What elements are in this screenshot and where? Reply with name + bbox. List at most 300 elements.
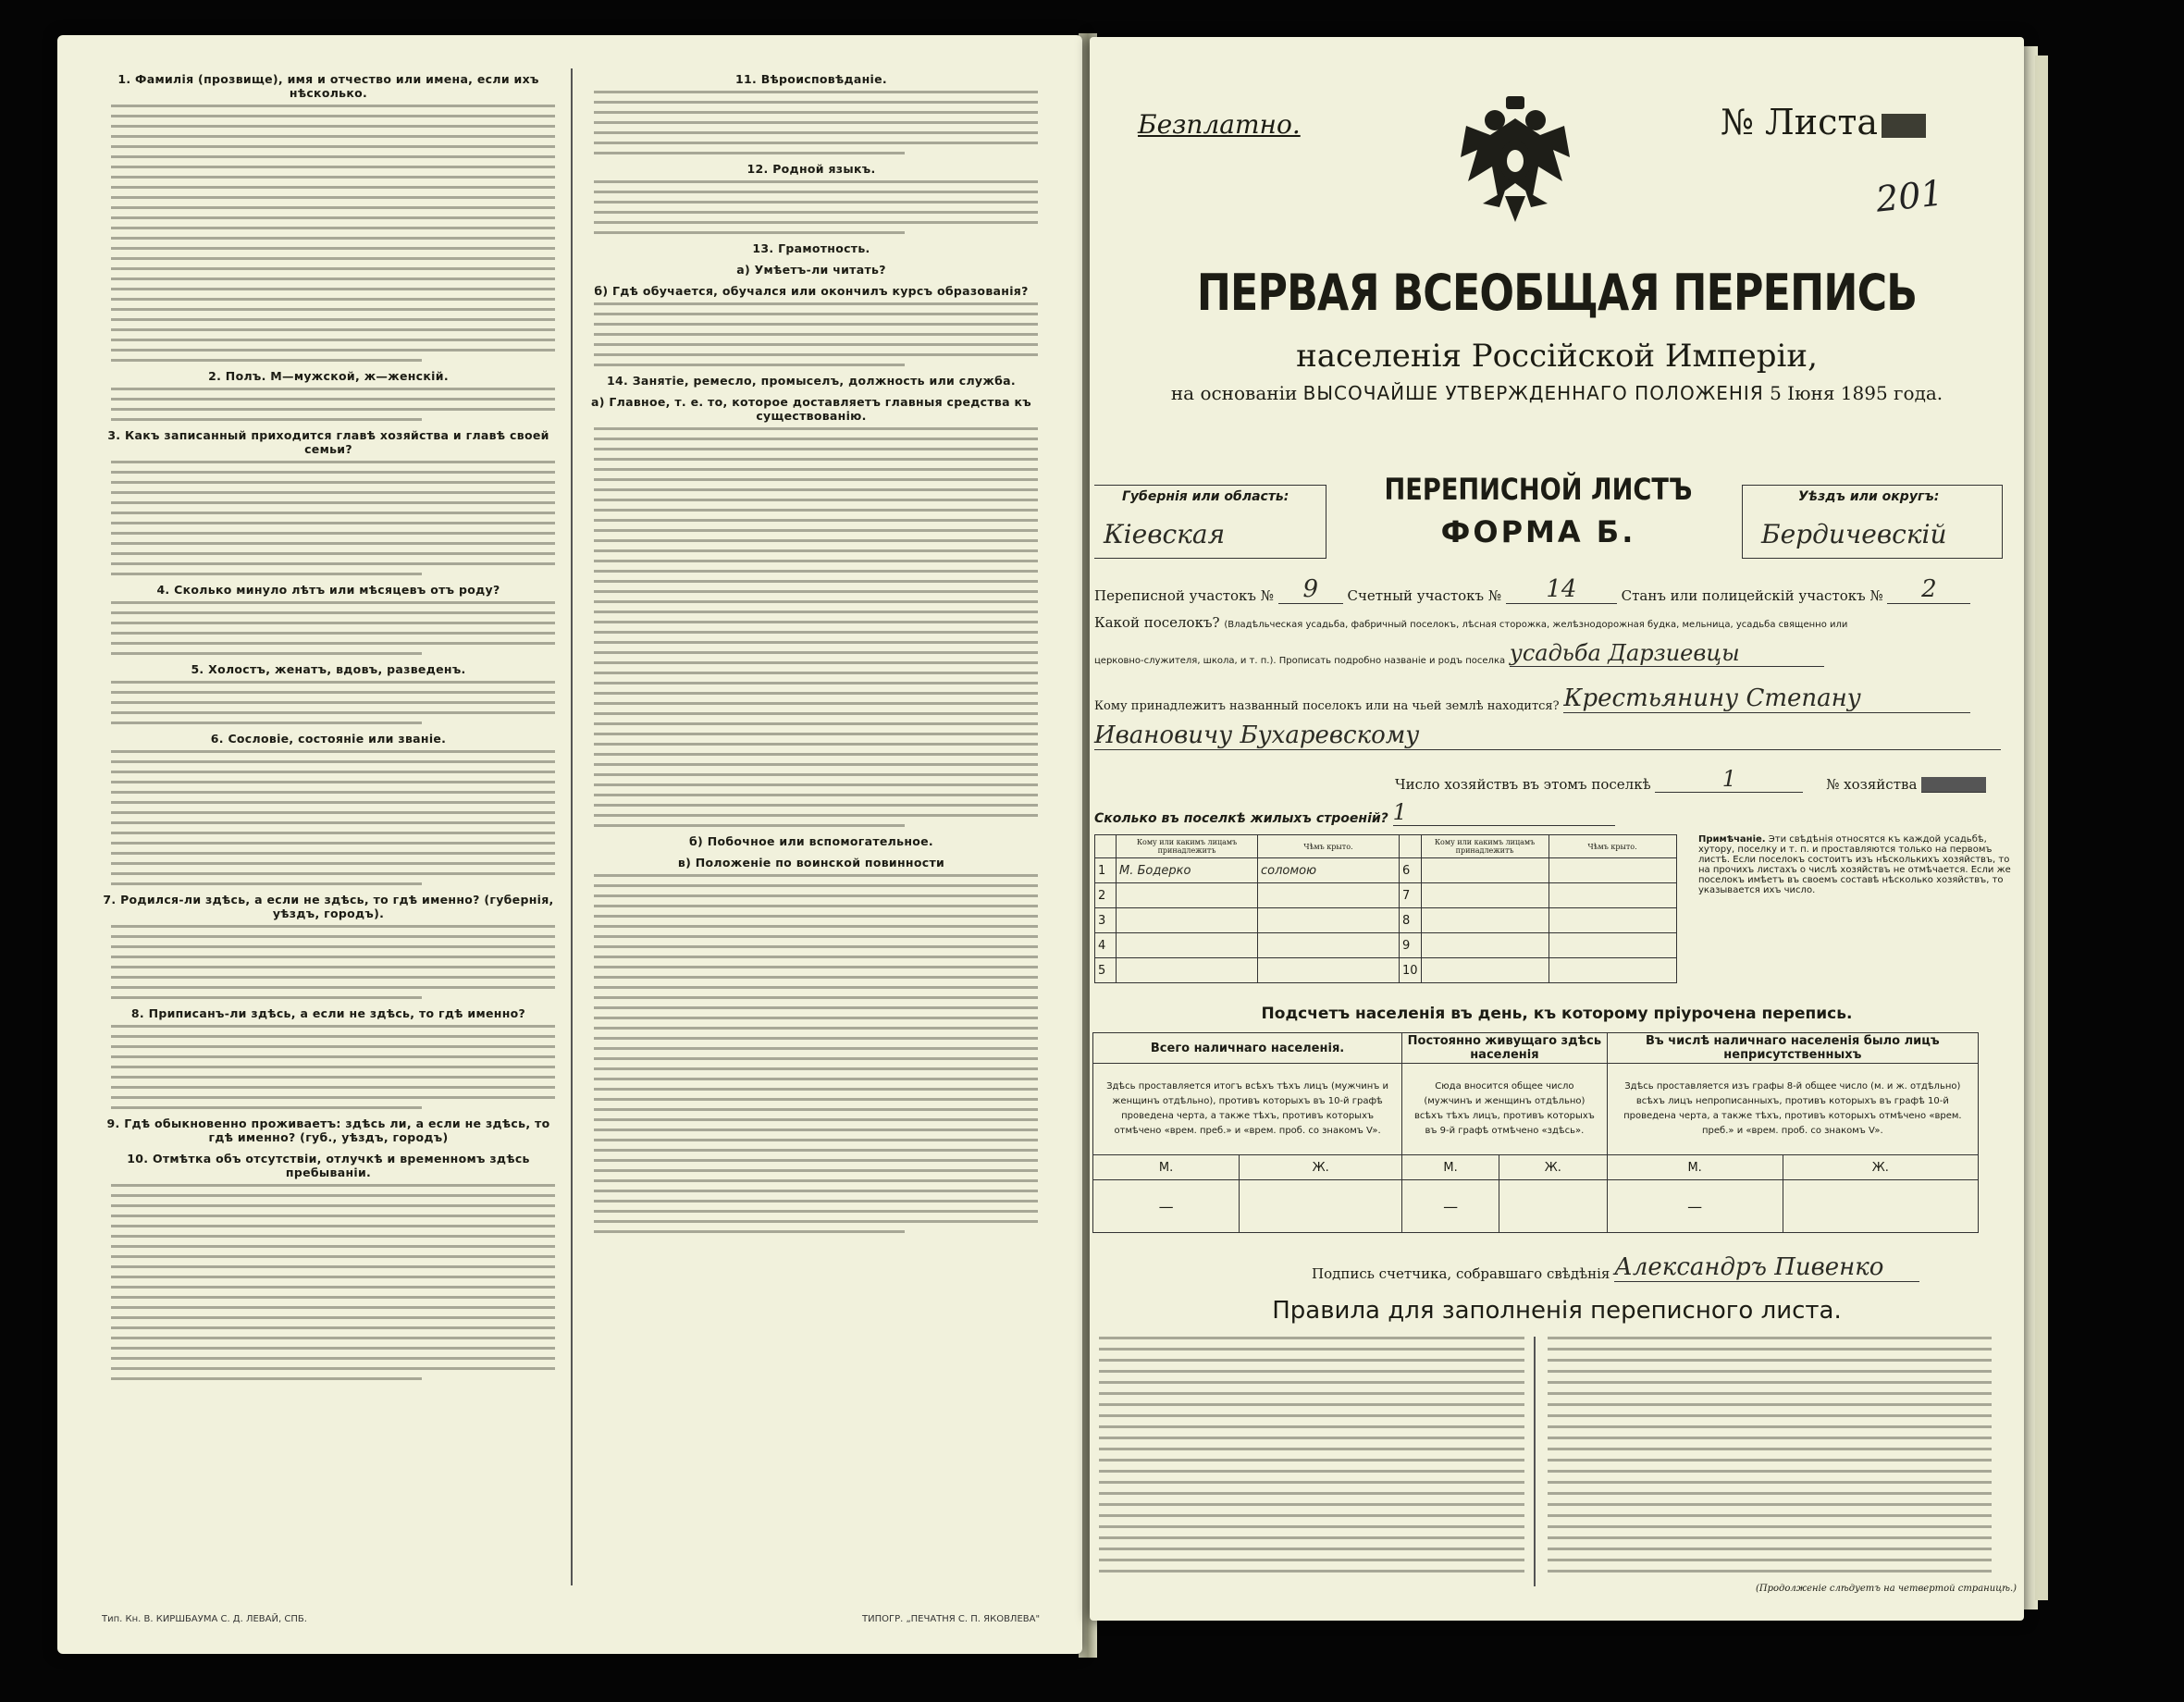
small-print-line xyxy=(111,166,555,168)
small-print-line xyxy=(111,791,555,794)
small-print-line xyxy=(594,438,1038,440)
small-print-line xyxy=(1548,1392,1992,1395)
small-print-line xyxy=(1548,1481,1992,1484)
section-heading-s14b: б) Побочное или вспомогательное. xyxy=(689,834,933,848)
small-print-line xyxy=(594,549,1038,552)
small-print-line xyxy=(1099,1548,1524,1550)
section-body-s3 xyxy=(111,461,555,575)
settlement-row xyxy=(1094,614,2010,631)
small-print-line xyxy=(111,1357,555,1360)
small-print-line xyxy=(111,1225,555,1227)
small-print-line xyxy=(594,121,1038,124)
small-print-line xyxy=(594,1088,1038,1091)
bld-roof xyxy=(1549,933,1676,958)
small-print-line xyxy=(111,986,555,989)
bld-roof-header: Чѣмъ крыто. xyxy=(1258,835,1400,858)
section-body-s10 xyxy=(111,1184,555,1380)
small-print-line xyxy=(1099,1448,1524,1450)
small-print-line xyxy=(1099,1337,1524,1339)
small-print-line xyxy=(594,191,1038,193)
small-print-line xyxy=(594,631,1038,634)
small-print-line xyxy=(594,323,1038,326)
small-print-line xyxy=(594,804,1038,807)
households-row xyxy=(1395,766,2015,793)
small-print-line xyxy=(111,1096,555,1099)
small-print-line xyxy=(111,882,422,885)
small-print-line xyxy=(111,398,555,401)
owner-value: Крестьянину Степану xyxy=(1563,684,1970,713)
small-print-line xyxy=(111,1337,555,1339)
census-title: ПЕРВАЯ ВСЕОБЩАЯ ПЕРЕПИСЬ xyxy=(1196,264,1918,322)
small-print-line xyxy=(111,1276,555,1278)
small-print-line xyxy=(594,600,1038,603)
struck-out-number xyxy=(1882,114,1926,138)
bld-owner: М. Бодерко xyxy=(1117,858,1258,883)
count-desc-nonresident: Здѣсь проставляется изъ графы 8-й общее число (м. и ж. отдѣльно) всѣхъ лицъ непрописанныхъ, противъ которыхъ въ графѣ 10-й проведена черта, а также тѣхъ, противъ которыхъ отмѣчено «врем. преб.» и «врем. проб. со знакомъ V». xyxy=(1607,1064,1978,1155)
buildings-table-row xyxy=(1095,958,1677,983)
buildings-table-row xyxy=(1095,908,1677,933)
section-heading-s14c: в) Положеніе по воинской повинности xyxy=(677,856,945,870)
small-print-line xyxy=(594,539,1038,542)
small-print-line xyxy=(594,478,1038,481)
small-print-line xyxy=(111,562,555,565)
small-print-line xyxy=(111,135,555,138)
section-body-s2 xyxy=(111,388,555,421)
small-print-line xyxy=(594,610,1038,613)
section-heading-s7: 7. Родился-ли здѣсь, а если не здѣсь, то гдѣ именно? (губернія, уѣздъ, городъ). xyxy=(103,893,554,920)
household-number-label: № хозяйства xyxy=(1826,776,1918,793)
small-print-line xyxy=(594,1017,1038,1019)
section-heading-s6: 6. Сословіе, состояніе или званіе. xyxy=(210,732,447,746)
population-count-table xyxy=(1092,1032,1979,1233)
small-print-line xyxy=(111,552,555,555)
double-headed-eagle-emblem xyxy=(1455,92,1575,231)
small-print-line xyxy=(111,711,555,714)
bld-num: 10 xyxy=(1400,958,1422,983)
small-print-line xyxy=(594,333,1038,336)
small-print-line xyxy=(594,722,1038,725)
small-print-line xyxy=(111,418,422,421)
small-print-line xyxy=(594,1057,1038,1060)
small-print-line xyxy=(1548,1414,1992,1417)
bld-owner xyxy=(1421,908,1549,933)
bld-owner-header-2: Кому или какимъ лицамъ принадлежитъ xyxy=(1421,835,1549,858)
small-print-line xyxy=(1548,1525,1992,1528)
settlement-value: усадьба Дарзиевцы xyxy=(1510,640,1824,667)
census-form-page xyxy=(1090,37,2024,1621)
rules-divider xyxy=(1534,1337,1536,1586)
small-print-line xyxy=(1099,1392,1524,1395)
small-print-line xyxy=(594,142,1038,144)
small-print-line xyxy=(1548,1514,1992,1517)
small-print-line xyxy=(594,874,1038,877)
bld-owner xyxy=(1421,933,1549,958)
small-print-line xyxy=(594,458,1038,461)
small-print-line xyxy=(111,408,555,411)
small-print-line xyxy=(111,257,555,260)
bld-owner-header: Кому или какимъ лицамъ принадлежитъ xyxy=(1117,835,1258,858)
bld-num: 5 xyxy=(1095,958,1117,983)
small-print-line xyxy=(111,632,555,635)
small-print-line xyxy=(111,691,555,694)
settlement-row-2 xyxy=(1094,640,2010,667)
form-title xyxy=(1344,472,1733,549)
small-print-line xyxy=(111,491,555,494)
small-print-line xyxy=(594,905,1038,907)
small-print-line xyxy=(594,824,905,827)
small-print-line xyxy=(594,1027,1038,1030)
mf-label: М. xyxy=(1093,1155,1240,1180)
small-print-line xyxy=(111,811,555,814)
count-desc-total: Здѣсь проставляется итогъ всѣхъ тѣхъ лицъ (мужчинъ и женщинъ отдѣльно), противъ которыхъ въ 10-й графѣ проведена черта, а также тѣхъ, противъ которыхъ отмѣчено «врем. преб.» и «врем. проб. со знакомъ V». xyxy=(1093,1064,1402,1155)
section-body-s1 xyxy=(111,105,555,362)
small-print-line xyxy=(594,794,1038,796)
small-print-line xyxy=(111,862,555,865)
buildings-note xyxy=(1698,834,2013,895)
bld-num: 8 xyxy=(1400,908,1422,933)
buildings-table-row xyxy=(1095,883,1677,908)
small-print-line xyxy=(594,364,905,366)
small-print-line xyxy=(594,966,1038,968)
small-print-line xyxy=(111,318,555,321)
precinct-label: Переписной участокъ № xyxy=(1094,587,1274,604)
sheet-number-label: № Листа xyxy=(1721,102,1879,142)
small-print-line xyxy=(111,1296,555,1299)
small-print-line xyxy=(1099,1536,1524,1539)
form-title-line2: ФОРМА Б. xyxy=(1440,514,1636,549)
settlement-note: (Владѣльческая усадьба, фабричный поселокъ, лѣсная сторожка, желѣзнодорожная будка, мельница, усадьба священно или xyxy=(1224,620,1848,630)
small-print-line xyxy=(594,1220,1038,1223)
small-print-line xyxy=(594,976,1038,979)
small-print-line xyxy=(111,125,555,128)
section-heading-s13b: б) Гдѣ обучается, обучался или окончилъ курсъ образованія? xyxy=(594,284,1029,298)
small-print-line xyxy=(594,753,1038,756)
gubernia-field xyxy=(1094,485,1326,559)
page-stack-edge-2 xyxy=(2035,56,2048,1600)
small-print-line xyxy=(111,1035,555,1038)
small-print-line xyxy=(111,349,555,352)
small-print-line xyxy=(111,611,555,614)
small-print-line xyxy=(594,529,1038,532)
small-print-line xyxy=(111,206,555,209)
section-heading-s9: 9. Гдѣ обыкновенно проживаетъ: здѣсь ли, а если не здѣсь, то гдѣ именно? (губ., уѣздъ, городъ) xyxy=(106,1116,550,1144)
small-print-line xyxy=(594,773,1038,776)
small-print-line xyxy=(111,832,555,834)
households-label: Число хозяйствъ въ этомъ поселкѣ xyxy=(1395,776,1651,793)
small-print-line xyxy=(111,247,555,250)
printer-footer-left: Тип. Кн. В. КИРШБАУМА С. Д. ЛЕВАЙ, СПБ. xyxy=(102,1614,307,1624)
small-print-line xyxy=(594,682,1038,684)
small-print-line xyxy=(1099,1370,1524,1373)
small-print-line xyxy=(111,1235,555,1238)
section-body-s8 xyxy=(111,1025,555,1109)
small-print-line xyxy=(594,1190,1038,1192)
small-print-line xyxy=(1548,1459,1992,1462)
small-print-line xyxy=(1099,1381,1524,1384)
bld-owner xyxy=(1421,883,1549,908)
small-print-line xyxy=(594,221,1038,224)
small-print-line xyxy=(111,945,555,948)
rules-title: Правила для заполненія переписного листа. xyxy=(1272,1297,1842,1325)
small-print-line xyxy=(111,573,422,575)
small-print-line xyxy=(111,308,555,311)
bld-roof xyxy=(1258,958,1400,983)
household-number-value xyxy=(1921,777,1986,793)
small-print-line xyxy=(594,488,1038,491)
small-print-line xyxy=(1548,1470,1992,1473)
section-heading-s5: 5. Холостъ, женатъ, вдовъ, разведенъ. xyxy=(191,662,466,676)
bld-num: 3 xyxy=(1095,908,1117,933)
basis-prefix: на основаніи xyxy=(1170,382,1298,404)
bld-roof: соломою xyxy=(1258,858,1400,883)
buildings-row xyxy=(1094,799,2010,826)
small-print-line xyxy=(594,1078,1038,1080)
small-print-line xyxy=(594,580,1038,583)
small-print-line xyxy=(1099,1559,1524,1561)
column-divider xyxy=(571,68,573,1585)
small-print-line xyxy=(1548,1425,1992,1428)
small-print-line xyxy=(1548,1492,1992,1495)
small-print-line xyxy=(111,1377,422,1380)
bld-num: 7 xyxy=(1400,883,1422,908)
small-print-line xyxy=(594,560,1038,562)
small-print-line xyxy=(594,91,1038,93)
small-print-line xyxy=(594,201,1038,204)
small-print-line xyxy=(111,1316,555,1319)
small-print-line xyxy=(111,681,555,684)
small-print-line xyxy=(111,781,555,783)
small-print-line xyxy=(594,468,1038,471)
small-print-line xyxy=(111,1184,555,1187)
instructions-column-2 xyxy=(585,65,1038,1572)
signature-value: Александръ Пивенко xyxy=(1614,1253,1919,1282)
small-print-line xyxy=(111,771,555,773)
small-print-line xyxy=(111,852,555,855)
small-print-line xyxy=(111,1306,555,1309)
small-print-line xyxy=(594,621,1038,623)
small-print-line xyxy=(594,733,1038,735)
small-print-line xyxy=(594,661,1038,664)
small-print-line xyxy=(111,155,555,158)
small-print-line xyxy=(111,956,555,958)
bld-owner xyxy=(1117,908,1258,933)
small-print-line xyxy=(1099,1470,1524,1473)
section-heading-s8: 8. Приписанъ-ли здѣсь, а если не здѣсь, то гдѣ именно? xyxy=(130,1006,526,1020)
small-print-line xyxy=(111,966,555,968)
small-print-line xyxy=(594,743,1038,746)
small-print-line xyxy=(1099,1492,1524,1495)
small-print-line xyxy=(111,512,555,514)
small-print-line xyxy=(594,211,1038,214)
bld-roof xyxy=(1549,883,1676,908)
small-print-line xyxy=(594,131,1038,134)
section-body-s13b xyxy=(594,302,1038,366)
small-print-line xyxy=(594,641,1038,644)
printer-footer-right: ТИПОГР. „ПЕЧАТНЯ С. П. ЯКОВЛЕВА" xyxy=(862,1614,1041,1624)
mf-label: Ж. xyxy=(1783,1155,1978,1180)
small-print-line xyxy=(1099,1459,1524,1462)
count-title: Подсчетъ населенія въ день, къ которому пріурочена перепись. xyxy=(1261,1005,1853,1023)
bld-roof xyxy=(1549,908,1676,933)
settlement-note-2: церковно-служителя, школа, и т. п.). Прописать подробно названіе и родъ поселка xyxy=(1094,656,1506,666)
bld-num: 2 xyxy=(1095,883,1117,908)
small-print-line xyxy=(111,1106,422,1109)
small-print-line xyxy=(594,692,1038,695)
small-print-line xyxy=(594,763,1038,766)
section-heading-s4: 4. Сколько минуло лѣтъ или мѣсяцевъ отъ роду? xyxy=(156,583,500,597)
section-heading-s13a: а) Умѣетъ-ли читать? xyxy=(736,263,886,277)
stan-label: Станъ или полицейскій участокъ № xyxy=(1621,587,1883,604)
section-heading-s14a: а) Главное, т. е. то, которое доставляетъ главныя средства къ существованію. xyxy=(590,395,1032,423)
small-print-line xyxy=(594,499,1038,501)
small-print-line xyxy=(111,801,555,804)
small-print-line xyxy=(1548,1359,1992,1362)
bld-owner xyxy=(1117,883,1258,908)
small-print-line xyxy=(111,701,555,704)
small-print-line xyxy=(1099,1414,1524,1417)
bld-roof xyxy=(1549,958,1676,983)
small-print-line xyxy=(111,925,555,928)
section-heading-s10: 10. Отмѣтка объ отсутствіи, отлучкѣ и временномъ здѣсь пребываніи. xyxy=(127,1152,530,1179)
buildings-label: Сколько въ поселкѣ жилыхъ строеній? xyxy=(1094,811,1388,826)
rules-column-2 xyxy=(1548,1337,1992,1605)
section-body-s14a xyxy=(594,427,1038,827)
small-print-line xyxy=(594,1149,1038,1152)
small-print-line xyxy=(111,996,422,999)
households-value: 1 xyxy=(1655,766,1803,793)
mf-label: Ж. xyxy=(1499,1155,1607,1180)
small-print-line xyxy=(594,590,1038,593)
small-print-line xyxy=(594,915,1038,918)
bld-num-header-2 xyxy=(1400,835,1422,858)
small-print-line xyxy=(1548,1503,1992,1506)
buildings-value: 1 xyxy=(1393,799,1615,826)
small-print-line xyxy=(1548,1570,1992,1572)
small-print-line xyxy=(111,388,555,390)
buildings-table-row xyxy=(1095,858,1677,883)
small-print-line xyxy=(594,1098,1038,1101)
count-value xyxy=(1499,1180,1607,1233)
section-body-s4 xyxy=(111,601,555,655)
section-heading-s14: 14. Занятіе, ремесло, промыселъ, должность или служба. xyxy=(607,374,1016,388)
count-value: — xyxy=(1607,1180,1783,1233)
bld-num: 6 xyxy=(1400,858,1422,883)
small-print-line xyxy=(111,1347,555,1350)
small-print-line xyxy=(594,519,1038,522)
section-heading-s12: 12. Родной языкъ. xyxy=(747,162,876,176)
small-print-line xyxy=(111,1326,555,1329)
small-print-line xyxy=(594,935,1038,938)
small-print-line xyxy=(1548,1348,1992,1350)
small-print-line xyxy=(1548,1548,1992,1550)
small-print-line xyxy=(111,935,555,938)
small-print-line xyxy=(1099,1359,1524,1362)
small-print-line xyxy=(1548,1437,1992,1439)
small-print-line xyxy=(1099,1481,1524,1484)
signature-label: Подпись счетчика, собравшаго свѣдѣнія xyxy=(1312,1265,1610,1282)
rules-column-1 xyxy=(1099,1337,1524,1605)
small-print-line xyxy=(111,1204,555,1207)
small-print-line xyxy=(111,1045,555,1048)
small-print-line xyxy=(594,783,1038,786)
small-print-line xyxy=(111,532,555,535)
small-print-line xyxy=(111,622,555,624)
bld-num: 4 xyxy=(1095,933,1117,958)
small-print-line xyxy=(111,176,555,179)
section-heading-s11: 11. Вѣроисповѣданіе. xyxy=(735,72,887,86)
small-print-line xyxy=(1099,1425,1524,1428)
small-print-line xyxy=(1099,1570,1524,1572)
mf-label: М. xyxy=(1607,1155,1783,1180)
section-heading-s13: 13. Грамотность. xyxy=(752,241,870,255)
small-print-line xyxy=(594,814,1038,817)
small-print-line xyxy=(594,302,1038,305)
small-print-line xyxy=(111,760,555,763)
small-print-line xyxy=(594,448,1038,450)
section-heading-s2: 2. Полъ. М—мужской, ж—женскій. xyxy=(208,369,449,383)
small-print-line xyxy=(594,1179,1038,1182)
small-print-line xyxy=(1548,1381,1992,1384)
rules-continuation: (Продолженіе слѣдуетъ на четвертой страницѣ.) xyxy=(1756,1584,2017,1594)
small-print-line xyxy=(111,1265,555,1268)
small-print-line xyxy=(1548,1370,1992,1373)
small-print-line xyxy=(111,750,555,753)
small-print-line xyxy=(594,1230,905,1233)
small-print-line xyxy=(111,1367,555,1370)
small-print-line xyxy=(594,894,1038,897)
small-print-line xyxy=(594,313,1038,315)
small-print-line xyxy=(594,945,1038,948)
small-print-line xyxy=(1548,1559,1992,1561)
small-print-line xyxy=(111,1076,555,1079)
mf-label: М. xyxy=(1402,1155,1499,1180)
count-precinct-value: 14 xyxy=(1506,575,1617,604)
owner-value-2: Ивановичу Бухаревскому xyxy=(1094,722,2001,750)
small-print-line xyxy=(111,196,555,199)
small-print-line xyxy=(594,986,1038,989)
small-print-line xyxy=(1548,1448,1992,1450)
small-print-line xyxy=(111,145,555,148)
small-print-line xyxy=(594,1159,1038,1162)
section-body-s14c xyxy=(594,874,1038,1233)
small-print-line xyxy=(1548,1536,1992,1539)
uezd-value: Бердичевскій xyxy=(1761,519,1947,549)
small-print-line xyxy=(594,343,1038,346)
buildings-table-row xyxy=(1095,933,1677,958)
small-print-line xyxy=(111,872,555,875)
bld-num: 9 xyxy=(1400,933,1422,958)
small-print-line xyxy=(594,1139,1038,1141)
mf-label: Ж. xyxy=(1240,1155,1402,1180)
small-print-line xyxy=(1099,1525,1524,1528)
count-value xyxy=(1240,1180,1402,1233)
instructions-column-1 xyxy=(102,65,555,1572)
left-page xyxy=(57,35,1082,1654)
form-title-line1: ПЕРЕПИСНОЙ ЛИСТЪ xyxy=(1384,472,1693,507)
small-print-line xyxy=(111,1025,555,1028)
count-value: — xyxy=(1093,1180,1240,1233)
small-print-line xyxy=(111,1286,555,1289)
small-print-line xyxy=(594,1037,1038,1040)
small-print-line xyxy=(111,216,555,219)
uezd-field xyxy=(1742,485,2003,559)
note-title: Примѣчаніе. xyxy=(1698,834,1766,845)
buildings-table xyxy=(1094,834,1677,983)
gubernia-value: Кіевская xyxy=(1104,519,1226,549)
small-print-line xyxy=(1099,1348,1524,1350)
small-print-line xyxy=(594,1047,1038,1050)
census-basis xyxy=(1090,382,2024,404)
